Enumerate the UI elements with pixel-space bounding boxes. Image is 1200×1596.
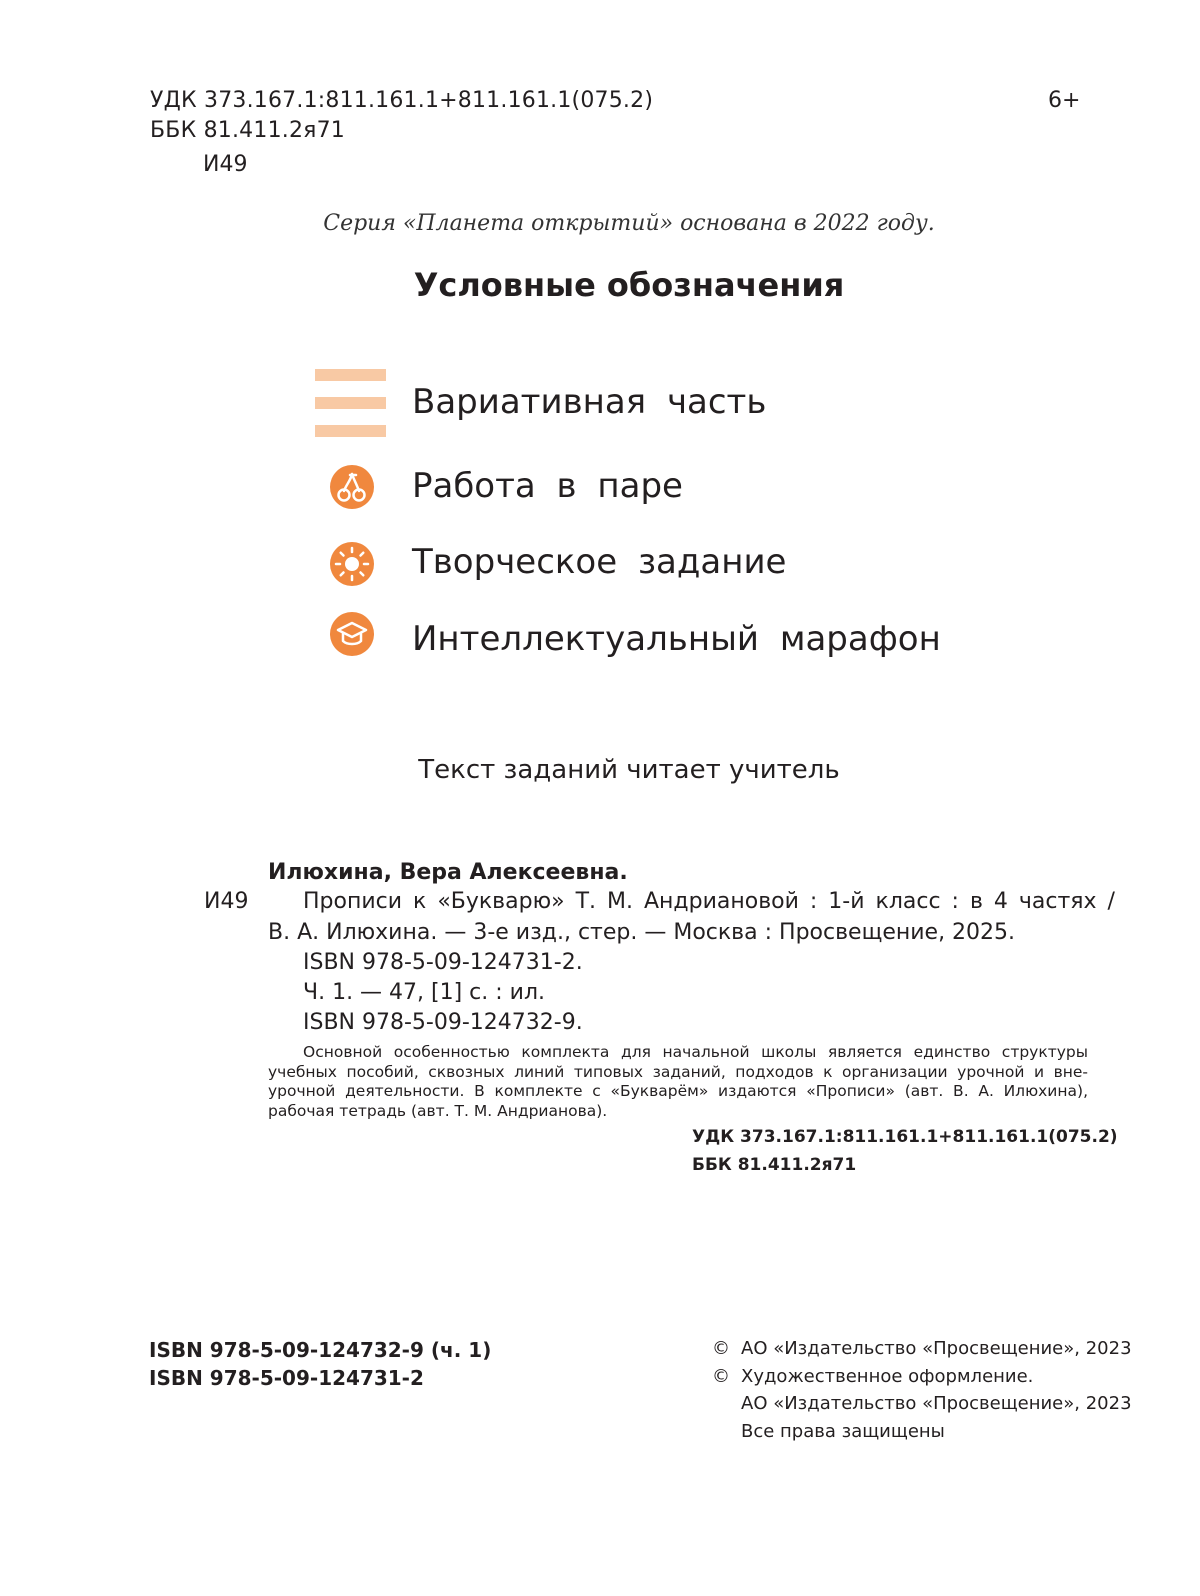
reader-note: Текст заданий читает учитель [418, 755, 840, 785]
bbk-header: ББК 81.411.2я71 [150, 118, 345, 143]
catalog-part: Ч. 1. — 47, [1] с. : ил. [303, 980, 546, 1005]
udk-header: УДК 373.167.1:811.161.1+811.161.1(075.2) [150, 88, 654, 113]
series-note: Серия «Планета открытий» основана в 2022 году. [323, 211, 935, 236]
copyright-design-publisher: АО «Издательство «Просвещение», 2023 [741, 1393, 1132, 1414]
catalog-author: Илюхина, Вера Алексеевна. [268, 860, 628, 885]
legend-title: Условные обозначения [413, 266, 845, 304]
catalog-bbk: ББК 81.411.2я71 [692, 1155, 857, 1175]
orange-stripes-icon [315, 369, 386, 438]
sun-icon [329, 541, 375, 587]
catalog-annotation: Основной особенностью комплекта для начальной школы является единство структуры учебных пособий, сквозных линий типовых заданий, подходов к организации урочной и вне-урочной деятельности. В комплекте с «Букварём» издаются «Прописи» (авт. В. А. Илюхина), рабочая тетрадь (авт. Т. М. Андрианова). [268, 1043, 1088, 1120]
legend-item-pair-work: Работа в паре [412, 466, 683, 506]
footer-isbn-part: ISBN 978-5-09-124732-9 (ч. 1) [149, 1338, 492, 1362]
legend-item-variative: Вариативная часть [412, 382, 767, 422]
catalog-title: Прописи к «Букварю» Т. М. Андриановой : 1-й класс : в 4 частях / [303, 889, 1115, 914]
cherries-icon [329, 464, 375, 510]
catalog-udk: УДК 373.167.1:811.161.1+811.161.1(075.2) [692, 1127, 1118, 1147]
rights-reserved: Все права защищены [741, 1421, 945, 1442]
catalog-isbn-part: ISBN 978-5-09-124732-9. [303, 1010, 583, 1035]
footer-isbn-set: ISBN 978-5-09-124731-2 [149, 1366, 424, 1390]
age-rating: 6+ [1048, 88, 1081, 113]
author-code-header: И49 [203, 152, 248, 177]
copyright-symbol: © [712, 1338, 730, 1359]
legend-item-creative-task: Творческое задание [412, 542, 787, 582]
legend-item-intellectual-marathon: Интеллектуальный марафон [412, 619, 941, 659]
graduation-cap-icon [329, 611, 375, 657]
copyright-symbol: © [712, 1366, 730, 1387]
copyright-design: Художественное оформление. [741, 1366, 1034, 1387]
copyright-publisher: АО «Издательство «Просвещение», 2023 [741, 1338, 1132, 1359]
catalog-edition: В. А. Илюхина. — 3-е изд., стер. — Москва : Просвещение, 2025. [268, 920, 1016, 945]
catalog-isbn-set: ISBN 978-5-09-124731-2. [303, 950, 583, 975]
catalog-code: И49 [204, 889, 249, 914]
